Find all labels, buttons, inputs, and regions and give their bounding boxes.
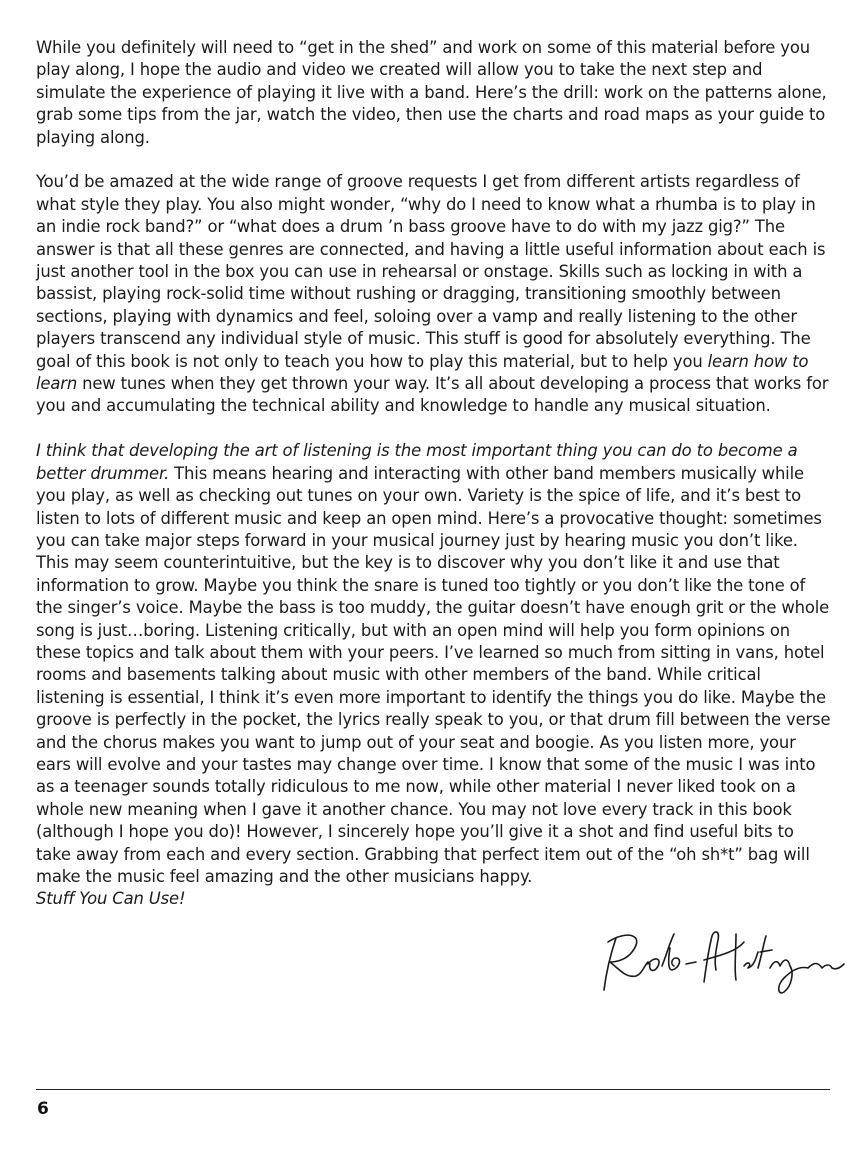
closing-line: Stuff You Can Use! [36,889,186,909]
paragraph-3 [36,440,832,888]
paragraph-2-text-a: You’d be amazed at the wide range of groove requests I get from different artists regardless of what style they play. You also might wonder, “why do I need to know what a rhumba is to play in an indie rock band?” or “what does a drum ’n bass groove have to do with my jazz gig?” The answer is that all these genres are connected, and having a little useful information about each is just another tool in the box you can use in rehearsal or onstage. Skills such as locking in with a bassist, playing rock-solid time without rushing or dragging, transitioning smoothly between sections, playing with dynamics and feel, soloing over a vamp and really listening to the other players transcend any individual style of music. This stuff is good for absolutely everything. The goal of this book is not only to teach you how to play this material, but to help you [36,172,826,371]
page-number: 6 [37,1099,49,1119]
page-body [36,37,832,911]
paragraph-1-text: While you definitely will need to “get in the shed” and work on some of this material before you play along, I hope the audio and video we created will allow you to take the next step and simulate the experience of playing it live with a band. Here’s the drill: work on the patterns alone, grab some tips from the jar, watch the video, then use the charts and road maps as your guide to playing along. [36,38,827,147]
signature-image [586,912,848,1004]
paragraph-2-text-b: new tunes when they get thrown your way. It’s all about developing a process that works for you and accumulating the technical ability and knowledge to handle any musical situation. [36,374,829,416]
paragraph-1 [36,37,832,149]
paragraph-3-emphasis: I think that developing the art of listening is the most important thing you can do to become a better drummer. [36,441,798,483]
paragraph-2-emphasis: learn how to learn [36,351,809,394]
footer-divider [36,1089,830,1090]
paragraph-3-text: This means hearing and interacting with other band members musically while you play, as well as checking out tunes on your own. Variety is the spice of life, and it’s best to listen to lots of different music and keep an open mind. Here’s a provocative thought: sometimes you can take major steps forward in your musical journey just by hearing music you don’t like. This may seem counterintuitive, but the key is to discover why you don’t like it and use that information to grow. Maybe you think the snare is tuned too tightly or you don’t like the tone of the singer’s voice. Maybe the bass is too muddy, the guitar doesn’t have enough grit or the whole song is just…boring. Listening critically, but with an open mind will help you form opinions on these topics and talk about them with your peers. I’ve learned so much from sitting in vans, hotel rooms and basements talking about music with other members of the band. While critical listening is essential, I think it’s even more important to identify the things you do like. Maybe the groove is perfectly in the pocket, the lyrics really speak to you, or that drum fill between the verse and the chorus makes you want to jump out of your seat and boogie. As you listen more, your ears will evolve and your tastes may change over time. I know that some of the music I was into as a teenager sounds totally ridiculous to me now, while other material I never liked took on a whole new meaning when I gave it another chance. You may not love every track in this book (although I hope you do)! However, I sincerely hope you’ll give it a shot and find useful bits to take away from each and every section. Grabbing that perfect item out of the “oh sh*t” bag will make the music feel amazing and the other musicians happy. [36,463,831,886]
paragraph-2 [36,171,832,417]
